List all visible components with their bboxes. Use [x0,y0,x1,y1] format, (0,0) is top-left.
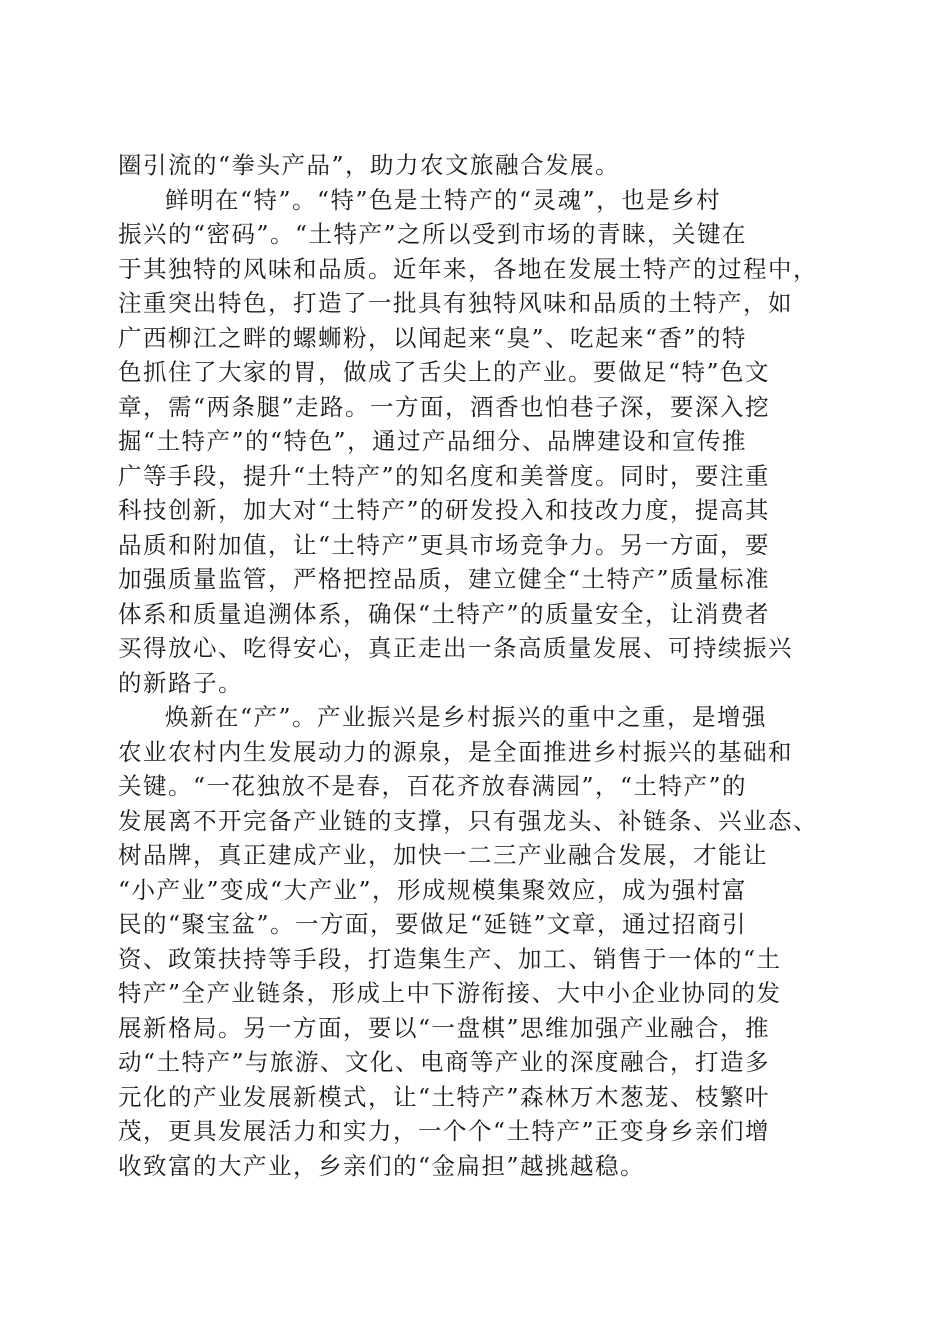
text-line: 特产”全产业链条，形成上中下游衔接、大中小企业协同的发 [118,979,782,1007]
text-line: 章，需“两条腿”走路。一方面，酒香也怕巷子深，要深入挖 [118,392,771,421]
text-line: 树品牌，真正建成产业，加快一二三产业融合发展，才能让 [118,841,768,869]
text-line: 买得放心、吃得安心，真正走出一条高质量发展、可持续振兴 [118,634,793,662]
text-line: 品质和附加值，让“土特产”更具市场竞争力。另一方面，要 [118,530,771,559]
text-line: “小产业”变成“大产业”，形成规模集聚效应，成为强村富 [118,875,748,904]
text-line: 于其独特的风味和品质。近年来，各地在发展土特产的过程中， [118,254,818,283]
text-line: 资、政策扶持等手段，打造集生产、加工、销售于一体的“土 [118,944,782,973]
text-line: 动“土特产”与旅游、文化、电商等产业的深度融合，打造多 [118,1048,771,1076]
text-line: 收致富的大产业，乡亲们的“金扁担”越挑越稳。 [118,1151,646,1180]
text-line: 注重突出特色，打造了一批具有独特风味和品质的土特产，如 [118,289,793,317]
paragraph-industry-renewal [118,700,830,1183]
text-line: 农业农村内生发展动力的源泉，是全面推进乡村振兴的基础和 [118,737,793,766]
text-line: 茂，更具发展活力和实力，一个个“土特产”正变身乡亲们增 [118,1117,771,1145]
text-line: 焕新在“产”。产业振兴是乡村振兴的重中之重，是增强 [165,703,768,731]
text-line: 关键。“一花独放不是春，百花齐放春满园”，“土特产”的 [118,772,748,800]
text-line: 科技创新，加大对“土特产”的研发投入和技改力度，提高其 [118,496,771,524]
text-line: 发展离不开完备产业链的支撑，只有强龙头、补链条、兴业态、 [118,806,818,835]
paragraph-continuation [118,148,830,183]
text-line: 掘“土特产”的“特色”，通过产品细分、品牌建设和宣传推 [118,427,748,455]
text-line: 圈引流的“拳头产品”，助力农文旅融合发展。 [118,151,621,179]
text-line: 加强质量监管，严格把控品质，建立健全“土特产”质量标准 [118,565,771,593]
text-line: 广等手段，提升“土特产”的知名度和美誉度。同时，要注重 [118,461,771,490]
text-line: 元化的产业发展新模式，让“土特产”森林万木葱茏、枝繁叶 [118,1082,771,1111]
text-line: 振兴的“密码”。“土特产”之所以受到市场的青睐，关键在 [118,220,748,248]
text-line: 体系和质量追溯体系，确保“土特产”的质量安全，让消费者 [118,599,771,628]
paragraph-distinct-features [118,183,830,701]
text-line: 的新路子。 [118,668,243,697]
text-line: 色抓住了大家的胃，做成了舌尖上的产业。要做足“特”色文 [118,358,771,386]
text-line: 展新格局。另一方面，要以“一盘棋”思维加强产业融合，推 [118,1013,771,1042]
text-line: 鲜明在“特”。“特”色是土特产的“灵魂”，也是乡村 [165,185,722,214]
article-body [118,148,830,1183]
text-line: 民的“聚宝盆”。一方面，要做足“延链”文章，通过招商引 [118,910,748,938]
text-line: 广西柳江之畔的螺蛳粉，以闻起来“臭”、吃起来“香”的特 [118,323,748,352]
